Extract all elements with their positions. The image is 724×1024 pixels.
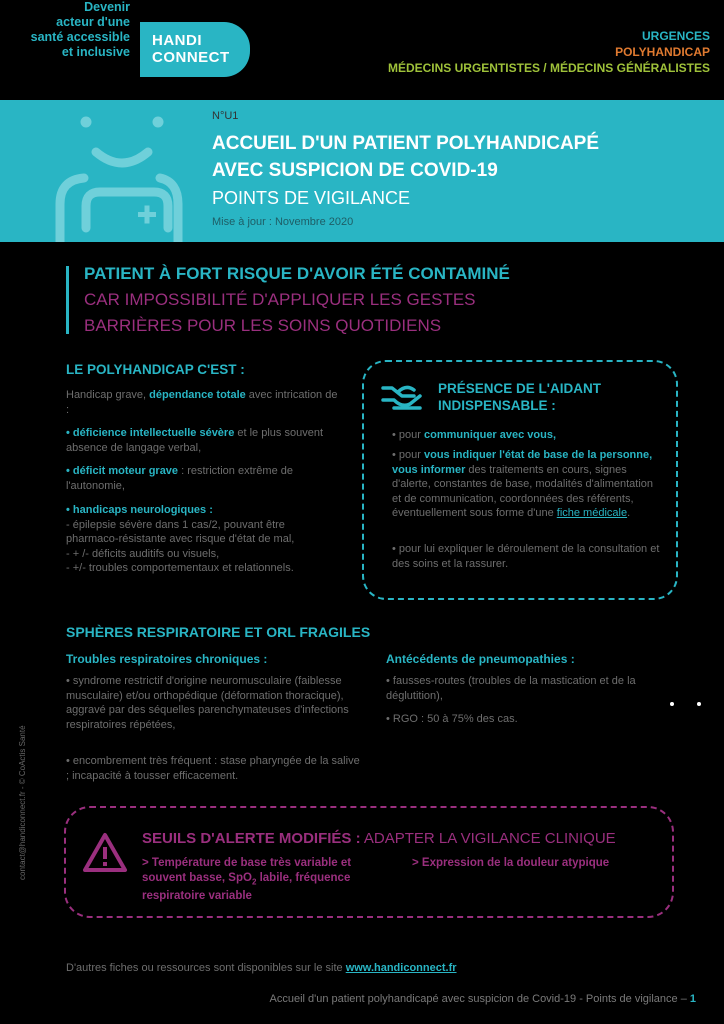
- alert-item-vitals: > Température de base très variable et souvent basse, SpO$_2$ labile, fréquence respiratoire variable: [142, 857, 352, 903]
- polyhandicap-item-intellectual: • déficience intellectuelle sévère et le plus souvent absence de langage verbal,: [66, 427, 323, 454]
- polyhandicap-intro: Handicap grave, dépendance totale avec intrication de :: [66, 389, 338, 416]
- respiratory-right-item1: • fausses-routes (troubles de la mastication et de la déglutition),: [386, 675, 636, 702]
- risk-subheading-line2: BARRIÈRES POUR LES SOINS QUOTIDIENS: [84, 316, 442, 335]
- aidant-heading: PRÉSENCE DE L'AIDANT INDISPENSABLE :: [438, 381, 601, 413]
- document-number: N°U1: [212, 110, 239, 122]
- alert-item-pain: > Expression de la douleur atypique: [412, 857, 610, 869]
- tag-polyhandicap: POLYHANDICAP: [615, 45, 710, 59]
- page-subtitle: POINTS DE VIGILANCE: [212, 188, 411, 208]
- page-title: ACCUEIL D'UN PATIENT POLYHANDICAPÉ: [212, 133, 600, 154]
- tag-medecins: MÉDECINS URGENTISTES / MÉDECINS GÉNÉRALISTES: [387, 61, 710, 75]
- dot-decor: [697, 702, 701, 706]
- page-number: 1: [689, 993, 696, 1005]
- dot-decor: [670, 702, 674, 706]
- respiratory-right-heading: Antécédents de pneumopathies :: [386, 652, 575, 666]
- risk-accent-bar: [66, 266, 69, 334]
- contact-vertical: contact@handiconnect.fr - © CoActis Santé: [18, 725, 27, 880]
- aidant-item-explain: • pour lui expliquer le déroulement de la consultation et des soins et la rassurer.: [392, 543, 660, 570]
- aidant-item-inform: • pour vous indiquer l'état de base de la personne, vous informer des traitements en cours, signes d'alerte, constantes de base, modalités d'alimentation et de communication, coordonnées des référents, éventuellement sous forme d'une fiche médicale.: [392, 449, 654, 519]
- risk-heading: PATIENT À FORT RISQUE D'AVOIR ÉTÉ CONTAMINÉ: [84, 264, 510, 283]
- polyhandicap-item-neuro: • handicaps neurologiques : - épilepsie sévère dans 1 cas/2, pouvant être pharmaco-résistante avec risque d'état de mal, - + /- déficits auditifs ou visuels, - +/- troubles comportementaux et relationnels.: [66, 504, 295, 574]
- fiche-medicale-link[interactable]: fiche médicale: [556, 507, 628, 519]
- page-title-line2: AVEC SUSPICION DE COVID-19: [212, 160, 498, 181]
- respiratory-left-heading: Troubles respiratoires chroniques :: [66, 652, 268, 666]
- website-link[interactable]: www.handiconnect.fr: [345, 962, 457, 974]
- tag-urgences: URGENCES: [641, 29, 710, 43]
- slogan: Devenir acteur d'une santé accessible et inclusive: [30, 0, 130, 59]
- audience-tags: [388, 28, 710, 76]
- alert-heading: SEUILS D'ALERTE MODIFIÉS : ADAPTER LA VIGILANCE CLINIQUE: [142, 830, 616, 847]
- footer-site-note: D'autres fiches ou ressources sont disponibles sur le site www.handiconnect.fr: [66, 962, 457, 974]
- handshake-icon: [380, 378, 424, 414]
- warning-icon: [82, 832, 128, 874]
- handiconnect-logo[interactable]: HANDI CONNECT: [140, 22, 250, 77]
- polyhandicap-heading: LE POLYHANDICAP C'EST :: [66, 362, 245, 377]
- respiratory-right-item2: • RGO : 50 à 75% des cas.: [386, 713, 518, 725]
- aidant-item-communicate: • pour communiquer avec vous,: [392, 429, 557, 441]
- risk-subheading: CAR IMPOSSIBILITÉ D'APPLIQUER LES GESTES: [84, 290, 476, 309]
- respiratory-heading: SPHÈRES RESPIRATOIRE ET ORL FRAGILES: [66, 624, 371, 640]
- footer-caption: Accueil d'un patient polyhandicapé avec suspicion de Covid-19 - Points de vigilance – 1: [269, 993, 696, 1005]
- doctor-illustration-icon: [0, 100, 200, 242]
- polyhandicap-item-motor: • déficit moteur grave : restriction extrême de l'autonomie,: [66, 465, 293, 492]
- respiratory-left-item2: • encombrement très fréquent : stase pharyngée de la salive ; incapacité à tousser efficacement.: [66, 755, 360, 782]
- respiratory-left-item1: • syndrome restrictif d'origine neuromusculaire (faiblesse musculaire) et/ou orthopédique (déformation thoracique), aggravé par des séquelles parenchymateuses d'infections respiratoires répétées,: [66, 675, 349, 731]
- update-date: Mise à jour : Novembre 2020: [212, 216, 354, 228]
